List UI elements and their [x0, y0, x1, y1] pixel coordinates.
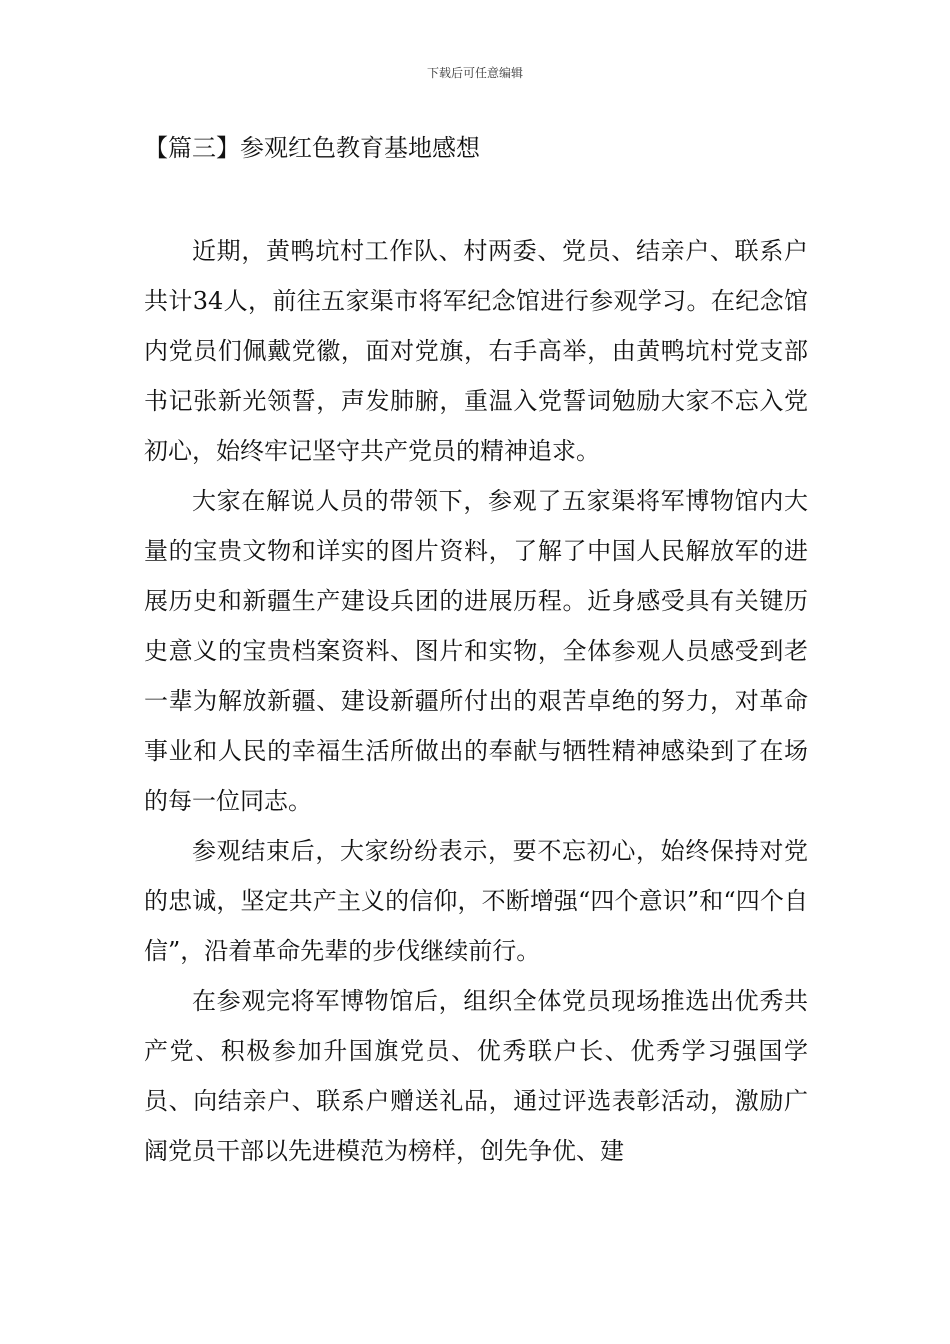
paragraph-4: 在参观完将军博物馆后，组织全体党员现场推选出优秀共产党、积极参加升国旗党员、优秀联户长、优秀学习强国学员、向结亲户、联系户赠送礼品，通过评选表彰活动，激励广阔党员干部以先进模范为榜样，创先争优、建	[144, 987, 808, 1165]
paragraph-2: 大家在解说人员的带领下，参观了五家渠将军博物馆内大量的宝贵文物和详实的图片资料，了解了中国人民解放军的进展历史和新疆生产建设兵团的进展历程。近身感受具有关键历史意义的宝贵档案资料、图片和实物，全体参观人员感受到老一辈为解放新疆、建设新疆所付出的艰苦卓绝的努力，对革命事业和人民的幸福生活所做出的奉献与牺牲精神感染到了在场的每一位同志。	[144, 487, 808, 815]
document-body	[144, 226, 808, 1176]
page-header-note: 下载后可任意编辑	[426, 66, 523, 80]
document-title: 【篇三】参观红色教育基地感想	[144, 134, 480, 162]
paragraph-3: 参观结束后，大家纷纷表示，要不忘初心，始终保持对党的忠诚，坚定共产主义的信仰，不断增强“四个意识”和“四个自信”，沿着革命先辈的步伐继续前行。	[144, 837, 808, 965]
paragraph-1: 近期，黄鸭坑村工作队、村两委、党员、结亲户、联系户共计34人，前往五家渠市将军纪念馆进行参观学习。在纪念馆内党员们佩戴党徽，面对党旗，右手高举，由黄鸭坑村党支部书记张新光领誓，声发肺腑，重温入党誓词勉励大家不忘入党初心，始终牢记坚守共产党员的精神追求。	[144, 237, 808, 465]
